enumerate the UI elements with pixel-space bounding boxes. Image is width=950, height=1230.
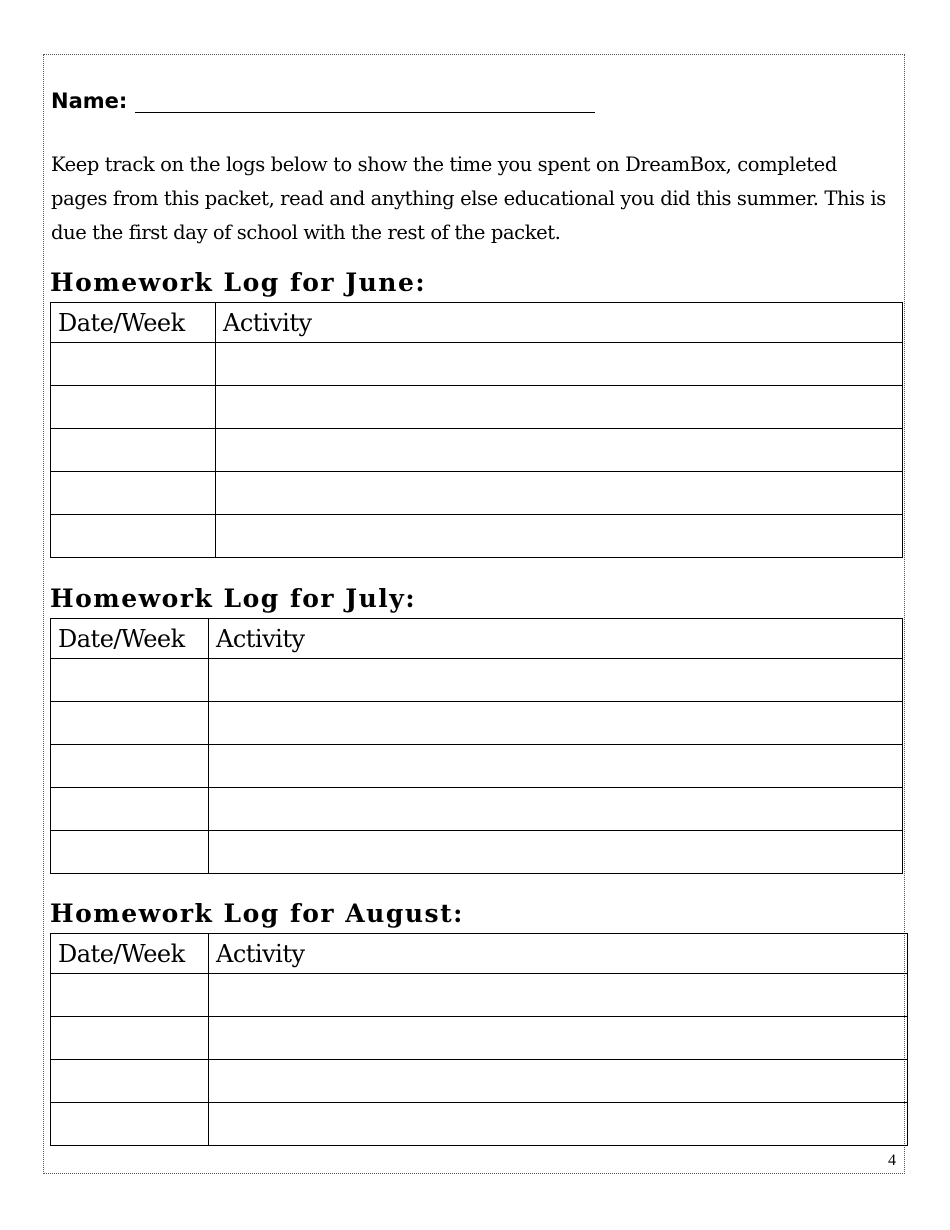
page-number: 4 <box>888 1152 896 1169</box>
activity-cell[interactable] <box>209 745 903 788</box>
table-header-row <box>51 619 903 659</box>
date-week-cell[interactable] <box>51 702 209 745</box>
date-week-cell[interactable] <box>51 1103 209 1146</box>
date-week-cell[interactable] <box>51 1017 209 1060</box>
table-row <box>51 831 903 874</box>
log-title-july: Homework Log for July: <box>50 584 417 613</box>
table-row <box>51 702 903 745</box>
activity-cell[interactable] <box>209 659 903 702</box>
table-row <box>51 515 903 558</box>
date-week-cell[interactable] <box>51 745 209 788</box>
log-table-july <box>50 618 903 874</box>
name-line <box>51 89 595 113</box>
table-row <box>51 974 908 1017</box>
table-row <box>51 788 903 831</box>
table-row <box>51 1060 908 1103</box>
activity-cell[interactable] <box>209 702 903 745</box>
activity-cell[interactable] <box>216 472 903 515</box>
activity-cell[interactable] <box>209 788 903 831</box>
activity-cell[interactable] <box>209 831 903 874</box>
table-row <box>51 1017 908 1060</box>
table-row <box>51 659 903 702</box>
table-header-row <box>51 303 903 343</box>
table-header-row <box>51 934 908 974</box>
table-row <box>51 429 903 472</box>
date-week-cell[interactable] <box>51 343 216 386</box>
table-row <box>51 343 903 386</box>
date-week-cell[interactable] <box>51 472 216 515</box>
date-week-cell[interactable] <box>51 659 209 702</box>
column-header-activity: Activity <box>209 934 908 974</box>
date-week-cell[interactable] <box>51 429 216 472</box>
activity-cell[interactable] <box>209 974 908 1017</box>
log-title-june: Homework Log for June: <box>50 268 427 297</box>
column-header-date-week: Date/Week <box>51 934 209 974</box>
column-header-activity: Activity <box>216 303 903 343</box>
log-table-august <box>50 933 908 1146</box>
activity-cell[interactable] <box>216 386 903 429</box>
column-header-activity: Activity <box>209 619 903 659</box>
activity-cell[interactable] <box>216 515 903 558</box>
table-row <box>51 745 903 788</box>
date-week-cell[interactable] <box>51 515 216 558</box>
activity-cell[interactable] <box>209 1103 908 1146</box>
activity-cell[interactable] <box>216 343 903 386</box>
date-week-cell[interactable] <box>51 788 209 831</box>
column-header-date-week: Date/Week <box>51 303 216 343</box>
activity-cell[interactable] <box>209 1017 908 1060</box>
date-week-cell[interactable] <box>51 831 209 874</box>
instructions-text: Keep track on the logs below to show the time you spent on DreamBox, completed pages from this packet, read and anything else educational you did this summer. This is due the first day of school with the rest of the packet. <box>51 153 886 244</box>
name-label: Name: <box>51 89 128 113</box>
column-header-date-week: Date/Week <box>51 619 209 659</box>
activity-cell[interactable] <box>209 1060 908 1103</box>
name-blank-field[interactable] <box>135 94 595 113</box>
log-table-june <box>50 302 903 558</box>
date-week-cell[interactable] <box>51 386 216 429</box>
table-row <box>51 1103 908 1146</box>
date-week-cell[interactable] <box>51 974 209 1017</box>
table-row <box>51 386 903 429</box>
table-row <box>51 472 903 515</box>
date-week-cell[interactable] <box>51 1060 209 1103</box>
activity-cell[interactable] <box>216 429 903 472</box>
log-title-august: Homework Log for August: <box>50 899 464 928</box>
